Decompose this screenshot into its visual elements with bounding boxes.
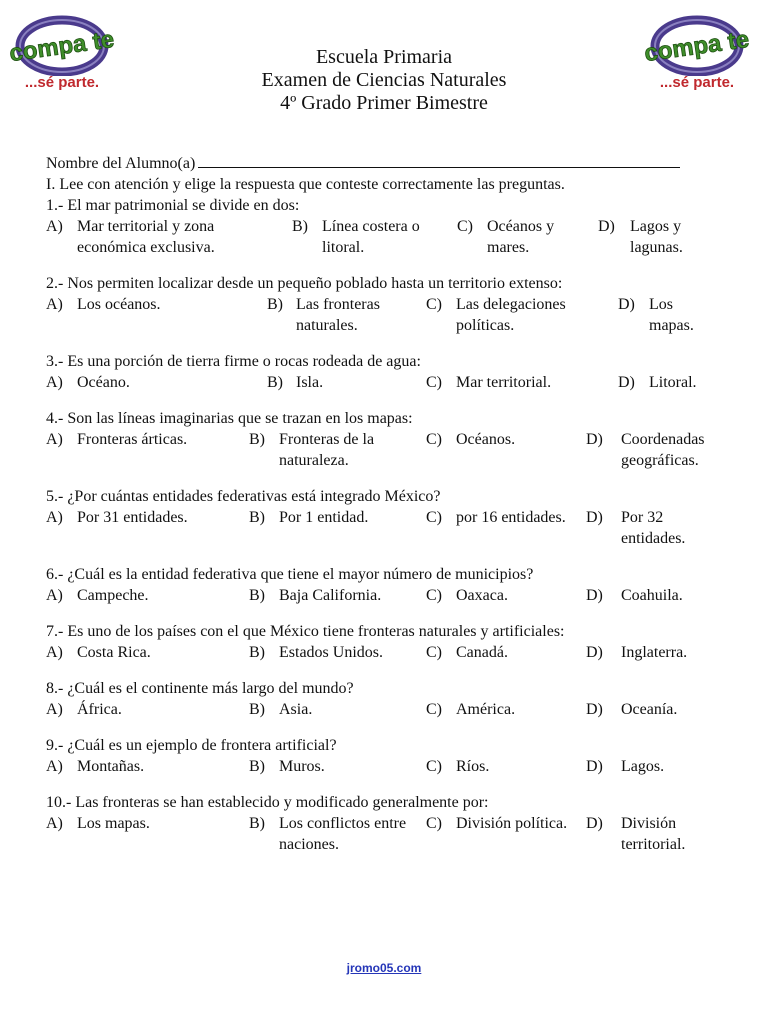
- option-text: Estados Unidos.: [279, 644, 383, 661]
- option-text: Los mapas.: [649, 296, 694, 334]
- question-1: [46, 195, 726, 258]
- logo-tagline: ...sé parte.: [24, 74, 100, 91]
- student-name-line: [46, 153, 726, 174]
- option-letter: C): [426, 296, 442, 313]
- question-text: 4.- Son las líneas imaginarias que se trazan en los mapas:: [46, 410, 413, 427]
- option-letter: D): [586, 758, 603, 775]
- logo-tagline: ...sé parte.: [659, 74, 735, 91]
- exam-body: [46, 153, 726, 855]
- option-text: Montañas.: [77, 758, 145, 775]
- question-text: 7.- Es uno de los países con el que México tiene fronteras naturales y artificiales:: [46, 623, 565, 640]
- question-text: 10.- Las fronteras se han establecido y modificado generalmente por:: [46, 794, 489, 811]
- option-row: [46, 813, 726, 855]
- option-row: [46, 756, 726, 777]
- school-title: Escuela Primaria: [315, 46, 453, 68]
- option-letter: D): [586, 431, 603, 448]
- option-letter: A): [46, 758, 63, 775]
- option-text: Océano.: [77, 374, 130, 391]
- question-8: [46, 678, 726, 720]
- option-letter: A): [46, 431, 63, 448]
- option-text: Coordenadas geográficas.: [621, 431, 705, 469]
- option-row: [46, 642, 726, 663]
- option-text: Fronteras árticas.: [77, 431, 188, 448]
- option-letter: A): [46, 644, 63, 661]
- question-text: 6.- ¿Cuál es la entidad federativa que tiene el mayor número de municipios?: [46, 566, 534, 583]
- option-row: [46, 699, 726, 720]
- option-letter: C): [426, 815, 442, 832]
- option-letter: A): [46, 509, 63, 526]
- option-letter: C): [426, 509, 442, 526]
- student-name-label: Nombre del Alumno(a): [46, 155, 196, 172]
- option-letter: B): [249, 509, 265, 526]
- option-text: Línea costera o litoral.: [322, 218, 420, 256]
- option-text: Los mapas.: [77, 815, 150, 832]
- option-letter: B): [249, 587, 265, 604]
- option-letter: D): [586, 815, 603, 832]
- question-7: [46, 621, 726, 663]
- question-text: 1.- El mar patrimonial se divide en dos:: [46, 197, 300, 214]
- option-letter: A): [46, 701, 63, 718]
- option-letter: B): [249, 815, 265, 832]
- option-text: Lagos y lagunas.: [630, 218, 683, 256]
- question-9: [46, 735, 726, 777]
- option-text: Las delegaciones políticas.: [456, 296, 566, 334]
- option-letter: C): [426, 644, 442, 661]
- question-text: 8.- ¿Cuál es el continente más largo del mundo?: [46, 680, 354, 697]
- option-letter: B): [249, 644, 265, 661]
- footer: [0, 961, 768, 975]
- question-5: [46, 486, 726, 549]
- option-text: por 16 entidades.: [456, 509, 566, 526]
- option-text: Por 1 entidad.: [279, 509, 369, 526]
- question-4: [46, 408, 726, 471]
- option-text: Mar territorial.: [456, 374, 552, 391]
- instructions: I. Lee con atención y elige la respuesta que conteste correctamente las preguntas.: [46, 176, 565, 193]
- option-text: Oceanía.: [621, 701, 678, 718]
- option-text: Océanos y mares.: [487, 218, 555, 256]
- option-letter: D): [618, 374, 635, 391]
- question-2: [46, 273, 726, 336]
- option-row: [46, 507, 726, 549]
- option-text: Mar territorial y zona económica exclusiva.: [77, 218, 215, 256]
- option-text: División territorial.: [621, 815, 686, 853]
- option-letter: A): [46, 374, 63, 391]
- option-text: Asia.: [279, 701, 313, 718]
- option-letter: B): [267, 374, 283, 391]
- option-text: Lagos.: [621, 758, 665, 775]
- option-letter: D): [586, 509, 603, 526]
- option-letter: C): [426, 431, 442, 448]
- option-text: Coahuila.: [621, 587, 683, 604]
- option-row: [46, 216, 726, 258]
- option-text: Canadá.: [456, 644, 508, 661]
- option-text: Oaxaca.: [456, 587, 508, 604]
- option-text: Litoral.: [649, 374, 697, 391]
- option-letter: B): [249, 431, 265, 448]
- logo-word: compa te: [643, 25, 751, 68]
- option-text: Los conflictos entre naciones.: [279, 815, 407, 853]
- option-text: División política.: [456, 815, 568, 832]
- option-text: Fronteras de la naturaleza.: [279, 431, 375, 469]
- option-letter: C): [426, 701, 442, 718]
- exam-title: Examen de Ciencias Naturales: [261, 69, 507, 91]
- question-10: [46, 792, 726, 855]
- option-text: Baja California.: [279, 587, 382, 604]
- option-text: América.: [456, 701, 516, 718]
- option-text: Muros.: [279, 758, 325, 775]
- option-text: Las fronteras naturales.: [296, 296, 380, 334]
- option-row: [46, 294, 726, 336]
- option-letter: A): [46, 296, 63, 313]
- option-text: Océanos.: [456, 431, 516, 448]
- option-text: Por 32 entidades.: [621, 509, 686, 547]
- option-row: [46, 585, 726, 606]
- option-text: Campeche.: [77, 587, 149, 604]
- option-text: Costa Rica.: [77, 644, 151, 661]
- option-letter: B): [249, 758, 265, 775]
- option-text: Los océanos.: [77, 296, 161, 313]
- option-letter: B): [249, 701, 265, 718]
- exam-header: [0, 46, 768, 115]
- option-letter: D): [586, 644, 603, 661]
- option-text: Ríos.: [456, 758, 490, 775]
- option-letter: A): [46, 815, 63, 832]
- question-6: [46, 564, 726, 606]
- option-text: Inglaterra.: [621, 644, 688, 661]
- option-letter: D): [586, 587, 603, 604]
- option-text: Por 31 entidades.: [77, 509, 188, 526]
- option-letter: C): [426, 374, 442, 391]
- logo-word: compa te: [8, 25, 116, 68]
- option-letter: C): [426, 758, 442, 775]
- question-text: 9.- ¿Cuál es un ejemplo de frontera artificial?: [46, 737, 337, 754]
- option-letter: D): [598, 218, 615, 235]
- option-letter: A): [46, 218, 63, 235]
- student-name-blank[interactable]: [198, 153, 680, 168]
- question-text: 3.- Es una porción de tierra firme o rocas rodeada de agua:: [46, 353, 421, 370]
- option-letter: A): [46, 587, 63, 604]
- question-3: [46, 351, 726, 393]
- grade-title: 4º Grado Primer Bimestre: [280, 92, 488, 114]
- option-text: África.: [77, 701, 122, 718]
- question-text: 2.- Nos permiten localizar desde un pequeño poblado hasta un territorio extenso:: [46, 275, 563, 292]
- question-list: [46, 195, 726, 855]
- option-letter: B): [292, 218, 308, 235]
- question-text: 5.- ¿Por cuántas entidades federativas está integrado México?: [46, 488, 441, 505]
- option-letter: D): [586, 701, 603, 718]
- footer-link[interactable]: jromo05.com: [346, 961, 422, 975]
- option-letter: B): [267, 296, 283, 313]
- option-text: Isla.: [296, 374, 324, 391]
- option-letter: C): [426, 587, 442, 604]
- option-letter: D): [618, 296, 635, 313]
- option-row: [46, 372, 726, 393]
- option-letter: C): [457, 218, 473, 235]
- option-row: [46, 429, 726, 471]
